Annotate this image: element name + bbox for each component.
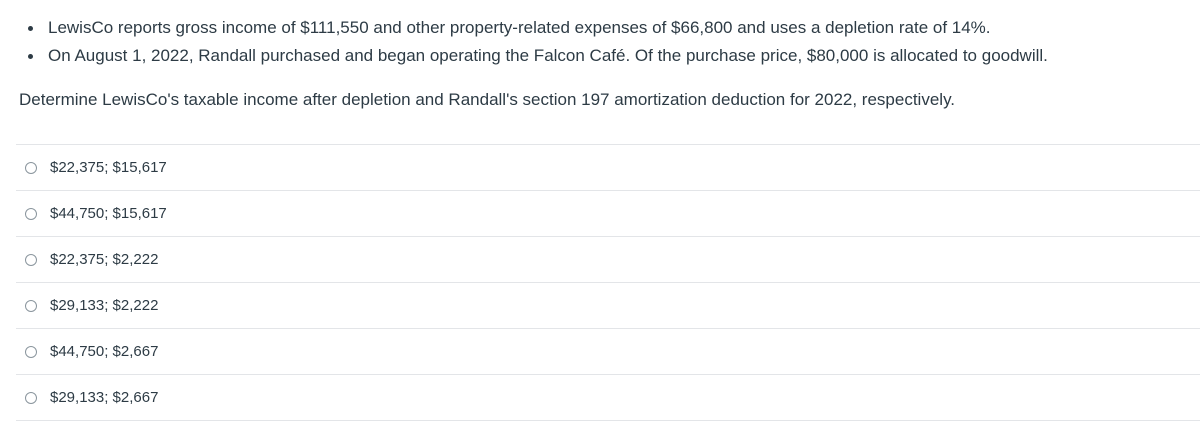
radio-button[interactable] (25, 208, 37, 220)
answer-label: $44,750; $15,617 (50, 205, 167, 222)
bullet-dot-icon (28, 26, 33, 31)
bullet-item (24, 42, 1194, 70)
answer-label: $29,133; $2,667 (50, 389, 159, 406)
radio-button[interactable] (25, 346, 37, 358)
answer-list (16, 144, 1200, 421)
answer-label: $22,375; $2,222 (50, 251, 159, 268)
answer-label: $29,133; $2,222 (50, 297, 159, 314)
answer-label: $22,375; $15,617 (50, 159, 167, 176)
bullet-text: LewisCo reports gross income of $111,550 and other property-related expenses of $66,800 and uses a depletion rate of 14%. (48, 18, 991, 37)
answer-option[interactable] (16, 283, 1200, 329)
radio-button[interactable] (25, 162, 37, 174)
radio-button[interactable] (25, 300, 37, 312)
bullet-item (24, 14, 1194, 42)
question-text: Determine LewisCo's taxable income after depletion and Randall's section 197 amortization deduction for 2022, respectively. (19, 90, 956, 109)
radio-button[interactable] (25, 254, 37, 266)
answer-option[interactable] (16, 237, 1200, 283)
bullet-text: On August 1, 2022, Randall purchased and began operating the Falcon Café. Of the purchase price, $80,000 is allocated to goodwill. (48, 46, 1048, 65)
answer-option[interactable] (16, 191, 1200, 237)
answer-label: $44,750; $2,667 (50, 343, 159, 360)
answer-option[interactable] (16, 329, 1200, 375)
answer-option[interactable] (16, 375, 1200, 421)
radio-button[interactable] (25, 392, 37, 404)
bullet-dot-icon (28, 54, 33, 59)
context-bullet-list (24, 14, 1194, 70)
answer-option[interactable] (16, 145, 1200, 191)
